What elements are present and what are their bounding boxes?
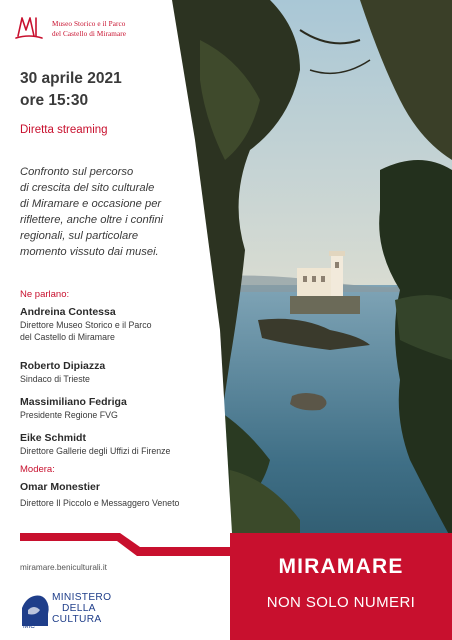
description-line: riflettere, anche oltre i confini (20, 214, 164, 226)
speakers-label: Ne parlano: (20, 289, 70, 300)
description-line: Confronto sul percorso (20, 166, 134, 178)
ministry-line1: MINISTERO (52, 592, 112, 603)
speaker-role: del Castello di Miramare (20, 332, 115, 342)
speaker-dipiazza (20, 360, 220, 385)
event-date: 30 aprile 2021 (20, 70, 122, 87)
museum-name-line1: Museo Storico e il Parco (52, 20, 126, 28)
ministry-badge: MIC (23, 623, 35, 630)
event-title: MIRAMARE (278, 555, 404, 578)
website-link[interactable]: miramare.beniculturali.it (20, 563, 107, 572)
speaker-name: Eike Schmidt (20, 432, 86, 444)
museum-logo-icon (14, 14, 44, 42)
speaker-role: Direttore Gallerie degli Uffizi di Firenze (20, 446, 171, 456)
ministry-name (52, 592, 111, 625)
moderator (20, 481, 220, 509)
speaker-role: Sindaco di Trieste (20, 374, 90, 384)
description-line: regionali, sul particolare (20, 230, 139, 242)
title-box (230, 533, 452, 640)
speaker-role: Presidente Regione FVG (20, 410, 118, 420)
event-mode: Diretta streaming (20, 124, 108, 136)
speaker-role: Direttore Museo Storico e il Parco (20, 320, 152, 330)
description-line: di crescita del sito culturale (20, 182, 155, 194)
ministry-line3: CULTURA (52, 614, 102, 625)
speaker-name: Andreina Contessa (20, 306, 116, 318)
speaker-name: Roberto Dipiazza (20, 360, 106, 372)
speaker-schmidt (20, 432, 220, 457)
ministry-line2: DELLA (62, 603, 96, 614)
event-subtitle: NON SOLO NUMERI (266, 594, 416, 611)
speaker-name: Massimiliano Fedriga (20, 396, 127, 408)
speaker-fedriga (20, 396, 220, 421)
description-line: momento vissuto dai musei. (20, 246, 159, 258)
museum-name (52, 19, 172, 39)
description-line: di Miramare e occasione per (20, 198, 162, 210)
moderator-label: Modera: (20, 464, 55, 475)
moderator-name: Omar Monestier (20, 481, 100, 493)
event-description (20, 164, 180, 260)
museum-name-line2: del Castello di Miramare (52, 30, 127, 38)
event-time: ore 15:30 (20, 92, 89, 109)
speaker-contessa (20, 306, 220, 343)
moderator-role: Direttore Il Piccolo e Messaggero Veneto (20, 498, 180, 508)
